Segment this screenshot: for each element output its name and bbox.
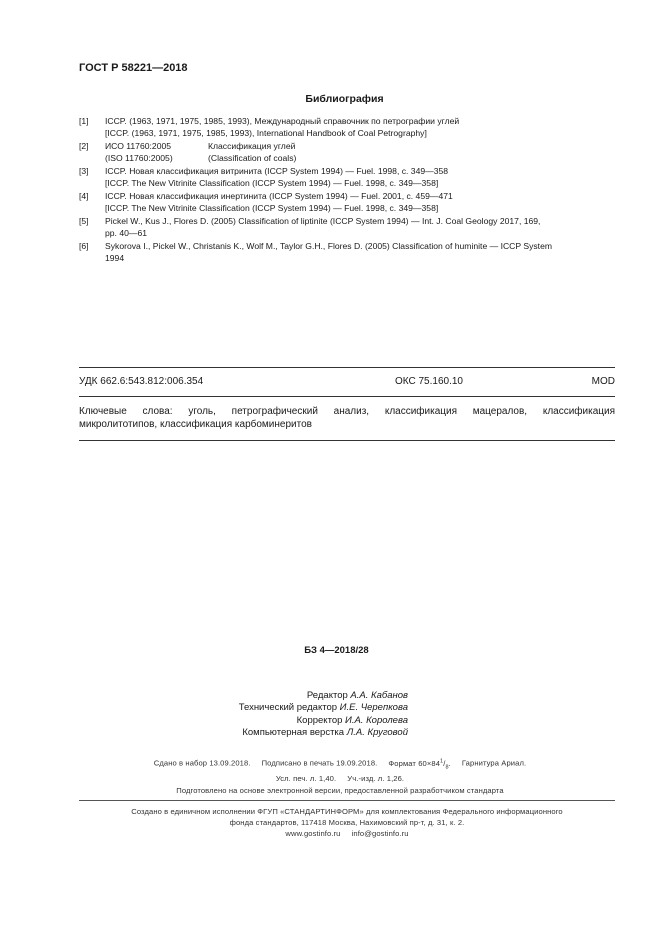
mod-label: MOD bbox=[591, 376, 615, 387]
bibliography-item-line: pp. 40—61 bbox=[105, 227, 148, 238]
bibliography-item-line: [ICCP. The New Vitrinite Classification (ICCP System 1994) — Fuel. 1998, с. 349—358] bbox=[105, 202, 439, 213]
staff-row bbox=[200, 690, 408, 702]
bibliography-item-number: [3] bbox=[79, 165, 89, 176]
divider bbox=[79, 396, 615, 397]
printed-sheets: Усл. печ. л. 1,40. bbox=[275, 774, 337, 784]
staff-role: Корректор bbox=[296, 714, 343, 726]
print-date: Подписано в печать 19.09.2018. bbox=[261, 758, 378, 768]
standard-code: ИСО 11760:2005 bbox=[105, 140, 172, 151]
bibliography-item-number: [4] bbox=[79, 190, 89, 201]
staff-row bbox=[200, 715, 408, 727]
print-info bbox=[100, 755, 580, 797]
bibliography-item-line: ICCP. (1963, 1971, 1975, 1985, 1993), Международный справочник по петрографии углей bbox=[105, 116, 460, 126]
standard-title: (Classification of coals) bbox=[208, 152, 297, 163]
staff-name: Л.А. Круговой bbox=[346, 727, 408, 739]
print-info-line bbox=[100, 773, 580, 785]
keywords-line: Ключевые слова: уголь, петрографический анализ, классификация мацералов, классификация bbox=[79, 406, 615, 417]
bibliography-item-number: [2] bbox=[79, 140, 89, 151]
bibliography-item-number: [5] bbox=[79, 215, 89, 226]
typeset-date: Сдано в набор 13.09.2018. bbox=[153, 758, 251, 768]
bibliography-item bbox=[79, 166, 615, 189]
edition-sheets: Уч.-изд. л. 1,26. bbox=[347, 774, 405, 784]
bz-number: БЗ 4—2018/28 bbox=[304, 645, 369, 656]
bibliography-item bbox=[79, 116, 615, 139]
paper-format: Формат $60\times 84^1/_8$. bbox=[388, 758, 451, 771]
keywords bbox=[79, 406, 615, 431]
staff-role: Технический редактор bbox=[238, 702, 338, 714]
bibliography-item-line: Sykorova I., Pickel W., Christanis K., Wolf M., Taylor G.H., Flores D. (2005) Classification of huminite — ICCP System bbox=[105, 240, 553, 251]
editorial-staff bbox=[200, 690, 408, 740]
bibliography-item-line: ICCP. Новая классификация витринита (ICCP System 1994) — Fuel. 1998, с. 349—358 bbox=[105, 165, 449, 176]
divider bbox=[79, 800, 615, 801]
staff-name: А.А. Кабанов bbox=[350, 690, 408, 701]
bibliography-list bbox=[79, 116, 615, 266]
divider bbox=[79, 440, 615, 441]
colophon-line: фонда стандартов, 117418 Москва, Нахимовский пр-т, д. 31, к. 2. bbox=[229, 818, 465, 827]
prepared-note: Подготовлено на основе электронной версии, предоставленной разработчиком стандарта bbox=[176, 786, 504, 796]
typeface: Гарнитура Ариал. bbox=[461, 758, 527, 768]
document-number: ГОСТ Р 58221—2018 bbox=[79, 62, 188, 74]
staff-row bbox=[200, 727, 408, 739]
bibliography-item-number: [6] bbox=[79, 240, 89, 251]
bibliography-item bbox=[79, 191, 615, 214]
bibliography-title: Библиография bbox=[305, 93, 384, 105]
bibliography-item-line: [ICCP. The New Vitrinite Classification (ICCP System 1994) — Fuel. 1998, с. 349—358] bbox=[105, 177, 439, 188]
bibliography-item-line: [ICCP. (1963, 1971, 1975, 1985, 1993), International Handbook of Coal Petrography] bbox=[105, 127, 427, 138]
keywords-line: микролитотипов, классификация карбоминеритов bbox=[79, 418, 312, 430]
staff-name: И.Е. Черепкова bbox=[339, 702, 408, 714]
staff-role: Редактор bbox=[306, 690, 348, 701]
print-info-line bbox=[100, 755, 580, 773]
divider bbox=[79, 367, 615, 368]
bibliography-item-line: ICCP. Новая классификация инертинита (ICCP System 1994) — Fuel. 2001, с. 459—471 bbox=[105, 190, 453, 201]
udk-code: УДК 662.6:543.812:006.354 bbox=[79, 376, 204, 387]
oks-code: ОКС 75.160.10 bbox=[395, 376, 463, 387]
bibliography-item-line: Pickel W., Kus J., Flores D. (2005) Classification of liptinite (ICCP System 1994) — Int. J. Coal Geology 2017, 169, bbox=[105, 215, 541, 226]
classification-row bbox=[79, 376, 615, 387]
bibliography-item bbox=[79, 241, 615, 264]
staff-role: Компьютерная верстка bbox=[242, 727, 345, 739]
standard-title: Классификация углей bbox=[208, 140, 296, 151]
bibliography-item bbox=[79, 141, 615, 164]
email-link[interactable]: info@gostinfo.ru bbox=[351, 829, 409, 838]
colophon-contacts bbox=[79, 828, 615, 839]
staff-name: И.А. Королева bbox=[345, 714, 408, 726]
standard-code: (ISO 11760:2005) bbox=[105, 152, 173, 163]
website-link[interactable]: www.gostinfo.ru bbox=[285, 829, 341, 838]
bibliography-item-number: [1] bbox=[79, 116, 89, 126]
colophon bbox=[79, 806, 615, 839]
staff-row bbox=[200, 702, 408, 714]
bibliography-item-line: 1994 bbox=[105, 252, 125, 263]
colophon-line: Создано в единичном исполнении ФГУП «СТАНДАРТИНФОРМ» для комплектования Федерального информационного bbox=[131, 807, 563, 816]
bibliography-item bbox=[79, 216, 615, 239]
